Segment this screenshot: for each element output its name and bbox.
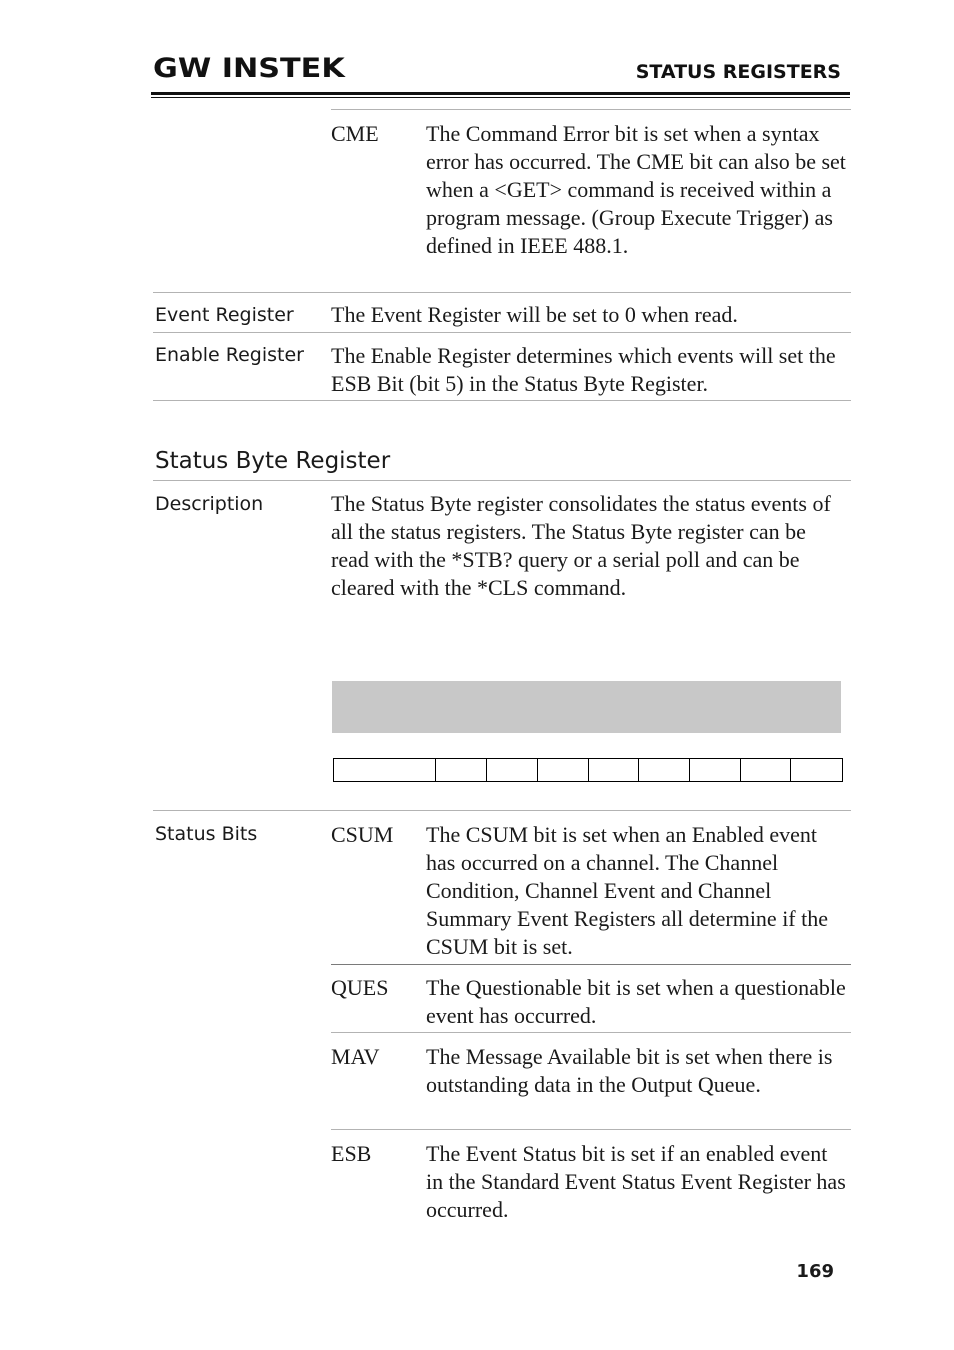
bit-cell <box>436 759 487 781</box>
event-register-text: The Event Register will be set to 0 when read. <box>331 302 738 327</box>
divider <box>331 1032 851 1033</box>
register-bit-cells <box>333 758 843 782</box>
enable-register-label: Enable Register <box>155 344 304 366</box>
bit-name-ques: QUES <box>331 975 389 1000</box>
bit-cell <box>639 759 690 781</box>
divider <box>153 292 851 293</box>
bit-cell <box>589 759 639 781</box>
divider <box>331 109 851 110</box>
page-number: 169 <box>796 1261 834 1282</box>
bit-cell <box>741 759 791 781</box>
divider <box>153 400 851 401</box>
bit-description-esb: The Event Status bit is set if an enabled event in the Standard Event Status Event Register has occurred. <box>426 1141 846 1222</box>
bit-cell <box>690 759 741 781</box>
gw-instek-logo: GW INSTEK <box>153 53 345 84</box>
bit-name-cme: CME <box>331 121 379 146</box>
description-text: The Status Byte register consolidates the status events of all the status registers. The Status Byte register can be read with the *STB? query or a serial poll and can be cleared with the *CLS command. <box>331 491 831 600</box>
bit-cell <box>791 759 842 781</box>
status-bits-label: Status Bits <box>155 823 258 845</box>
header-rule <box>151 92 850 95</box>
bit-cell <box>487 759 538 781</box>
enable-register-text: The Enable Register determines which events will set the ESB Bit (bit 5) in the Status Byte Register. <box>331 343 836 396</box>
bit-description-cme: The Command Error bit is set when a syntax error has occurred. The CME bit can also be set when a <GET> command is received within a program message. (Group Execute Trigger) as defined in IEEE 488.1. <box>426 121 846 258</box>
section-heading: Status Byte Register <box>155 448 391 474</box>
divider <box>153 810 851 811</box>
bit-cell <box>334 759 436 781</box>
header-rule-thin <box>151 97 850 98</box>
bit-description-ques: The Questionable bit is set when a questionable event has occurred. <box>426 975 846 1028</box>
event-register-label: Event Register <box>155 304 294 326</box>
description-label: Description <box>155 493 264 515</box>
bit-name-esb: ESB <box>331 1141 372 1166</box>
divider <box>153 332 851 333</box>
bit-name-csum: CSUM <box>331 822 394 847</box>
bit-cell <box>538 759 589 781</box>
register-diagram-band <box>332 681 841 733</box>
divider <box>153 480 851 481</box>
bit-description-mav: The Message Available bit is set when there is outstanding data in the Output Queue. <box>426 1044 833 1097</box>
bit-description-csum: The CSUM bit is set when an Enabled event has occurred on a channel. The Channel Condition, Channel Event and Channel Summary Event Registers all determine if the CSUM bit is set. <box>426 822 829 959</box>
divider <box>331 1129 851 1130</box>
bit-name-mav: MAV <box>331 1044 380 1069</box>
section-title: STATUS REGISTERS <box>635 61 841 83</box>
divider <box>331 964 851 965</box>
